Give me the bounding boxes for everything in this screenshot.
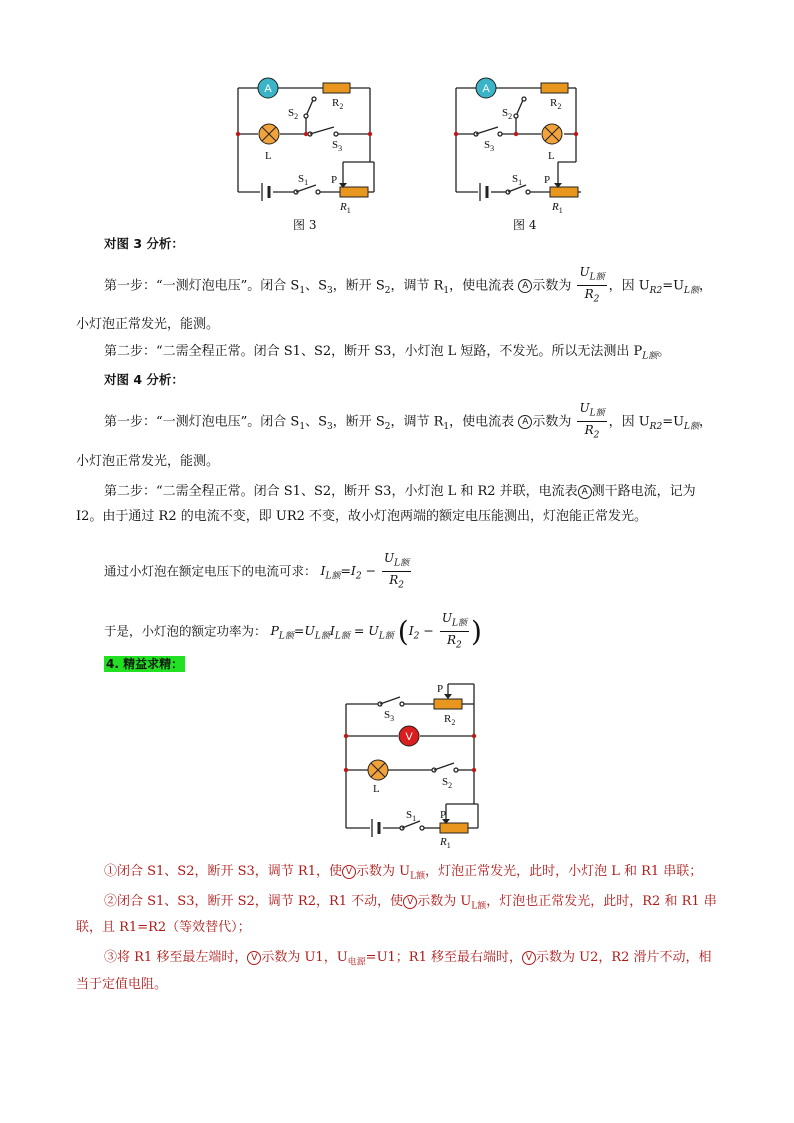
fig3-step1-cont: 小灯泡正常发光，能测。 xyxy=(76,317,220,332)
section4-item2-cont: 联，且 R1=R2（等效替代）； xyxy=(76,920,251,935)
section4-item1: ①闭合 S1、S2，断开 S3，调节 R1，使 V 示数为 $U_{L额}$，灯泡正常发光，此时，小灯泡 L 和 R1 串联； xyxy=(104,864,703,882)
svg-text:S1: $S_1$ xyxy=(512,173,523,187)
power-formula: 于是，小灯泡的额定功率为： $P_{L额}=U_{L额}I_{L额} = U_{L额}$ ($I_2$ − $\frac{U_{L额}}{R_2}$ ) xyxy=(104,611,482,651)
svg-text:S2: $S_2$ xyxy=(502,107,513,121)
svg-text:R2: $R_2$ xyxy=(444,713,456,727)
svg-text:R1: $R_1$ xyxy=(552,201,563,215)
voltmeter-symbol-icon: V xyxy=(403,895,417,909)
svg-text:P: P xyxy=(331,174,338,186)
section4-title: 4. 精益求精： xyxy=(106,657,184,671)
voltmeter-symbol-icon: V xyxy=(522,951,536,965)
svg-text:S2: $S_2$ xyxy=(442,776,453,790)
fig4-step1: 第一步：“一测灯泡电压”。闭合 $S_1$、$S_3$，断开 $S_2$，调节 $R_1$，使电流表 A 示数为 $\frac{U_{L额}}{R_2}$ ，因 $U_{R2}=U_{L额}$， xyxy=(104,401,713,441)
fig3-step2: 第二步：“二需全程正常。闭合 S1、S2，断开 S3，小灯泡 L 短路，不发光。所以无法测出 $P_{L额}$。 xyxy=(104,344,671,362)
section4-item2: ②闭合 S1、S3，断开 S2，调节 R2，R1 不动，使 V 示数为 $U_{L额}$，灯泡也正常发光，此时，R2 和 R1 串 xyxy=(104,894,717,912)
circuit-figure-5 xyxy=(336,678,486,848)
fig4-step2-cont: I2。由于通过 R2 的电流不变，即 UR2 不变，故小灯泡两端的额定电压能测出，灯泡能正常发光。 xyxy=(76,509,648,524)
fig4-analysis-heading: 对图 4 分析： xyxy=(104,372,184,387)
resistor-r1-icon xyxy=(340,187,368,197)
ammeter-symbol-icon: A xyxy=(518,415,532,429)
svg-text:L: L xyxy=(265,150,272,162)
svg-text:V: V xyxy=(405,731,413,743)
resistor-r2-icon xyxy=(541,83,568,93)
svg-text:R2: $R_2$ xyxy=(550,97,562,111)
ammeter-symbol-icon: A xyxy=(518,279,532,293)
circuit-figure-4 xyxy=(446,72,596,232)
svg-text:S1: $S_1$ xyxy=(298,173,309,187)
voltmeter-symbol-icon: V xyxy=(342,865,356,879)
svg-text:S3: $S_3$ xyxy=(484,139,495,153)
svg-text:S3: $S_3$ xyxy=(332,139,343,153)
svg-text:L: L xyxy=(373,783,380,795)
svg-text:S3: $S_3$ xyxy=(384,709,395,723)
svg-text:A: A xyxy=(482,83,490,95)
figure-4-caption: 图 4 xyxy=(513,218,537,232)
circuit-figure-3 xyxy=(228,72,378,232)
svg-text:P: P xyxy=(544,174,551,186)
ammeter-symbol-icon: A xyxy=(578,485,592,499)
svg-text:R1: $R_1$ xyxy=(440,836,451,848)
fig3-analysis-heading: 对图 3 分析： xyxy=(104,236,184,251)
resistor-r1-icon xyxy=(550,187,578,197)
svg-text:A: A xyxy=(264,83,272,95)
resistor-r2-icon xyxy=(434,699,462,709)
resistor-r2-icon xyxy=(323,83,350,93)
section4-item3-cont: 当于定值电阻。 xyxy=(76,977,168,992)
svg-text:R1: $R_1$ xyxy=(340,201,351,215)
svg-text:S2: $S_2$ xyxy=(288,107,299,121)
fig3-step1: 第一步：“一测灯泡电压”。闭合 $S_1$、$S_3$，断开 $S_2$，调节 $R_1$，使电流表 A 示数为 $\frac{U_{L额}}{R_2}$ ，因 $U_{R2}=U_{L额}$， xyxy=(104,265,713,305)
lamp-icon xyxy=(542,124,562,144)
fig4-step2: 第二步：“二需全程正常。闭合 S1、S2，断开 S3，小灯泡 L 和 R2 并联，电流表 A 测干路电流，记为 xyxy=(104,484,696,499)
fig4-step1-cont: 小灯泡正常发光，能测。 xyxy=(76,454,220,469)
section4-item3: ③将 R1 移至最左端时， V 示数为 U1，$U_{电源}=U1$；R1 移至最右端时， V 示数为 U2，R2 滑片不动，相 xyxy=(104,950,712,968)
current-formula: 通过小灯泡在额定电压下的电流可求： $I_{L额}=I_2$ − $\frac{U_{L额}}{R_2}$ xyxy=(104,551,410,591)
svg-text:R2: $R_2$ xyxy=(332,97,344,111)
figure-3-caption: 图 3 xyxy=(293,218,317,232)
lamp-icon xyxy=(259,124,279,144)
resistor-r1-icon xyxy=(440,823,468,833)
svg-text:L: L xyxy=(548,150,555,162)
svg-text:P: P xyxy=(440,809,447,821)
lamp-icon xyxy=(368,760,388,780)
voltmeter-symbol-icon: V xyxy=(247,951,261,965)
svg-text:S1: $S_1$ xyxy=(406,809,417,823)
svg-text:P: P xyxy=(437,683,444,695)
